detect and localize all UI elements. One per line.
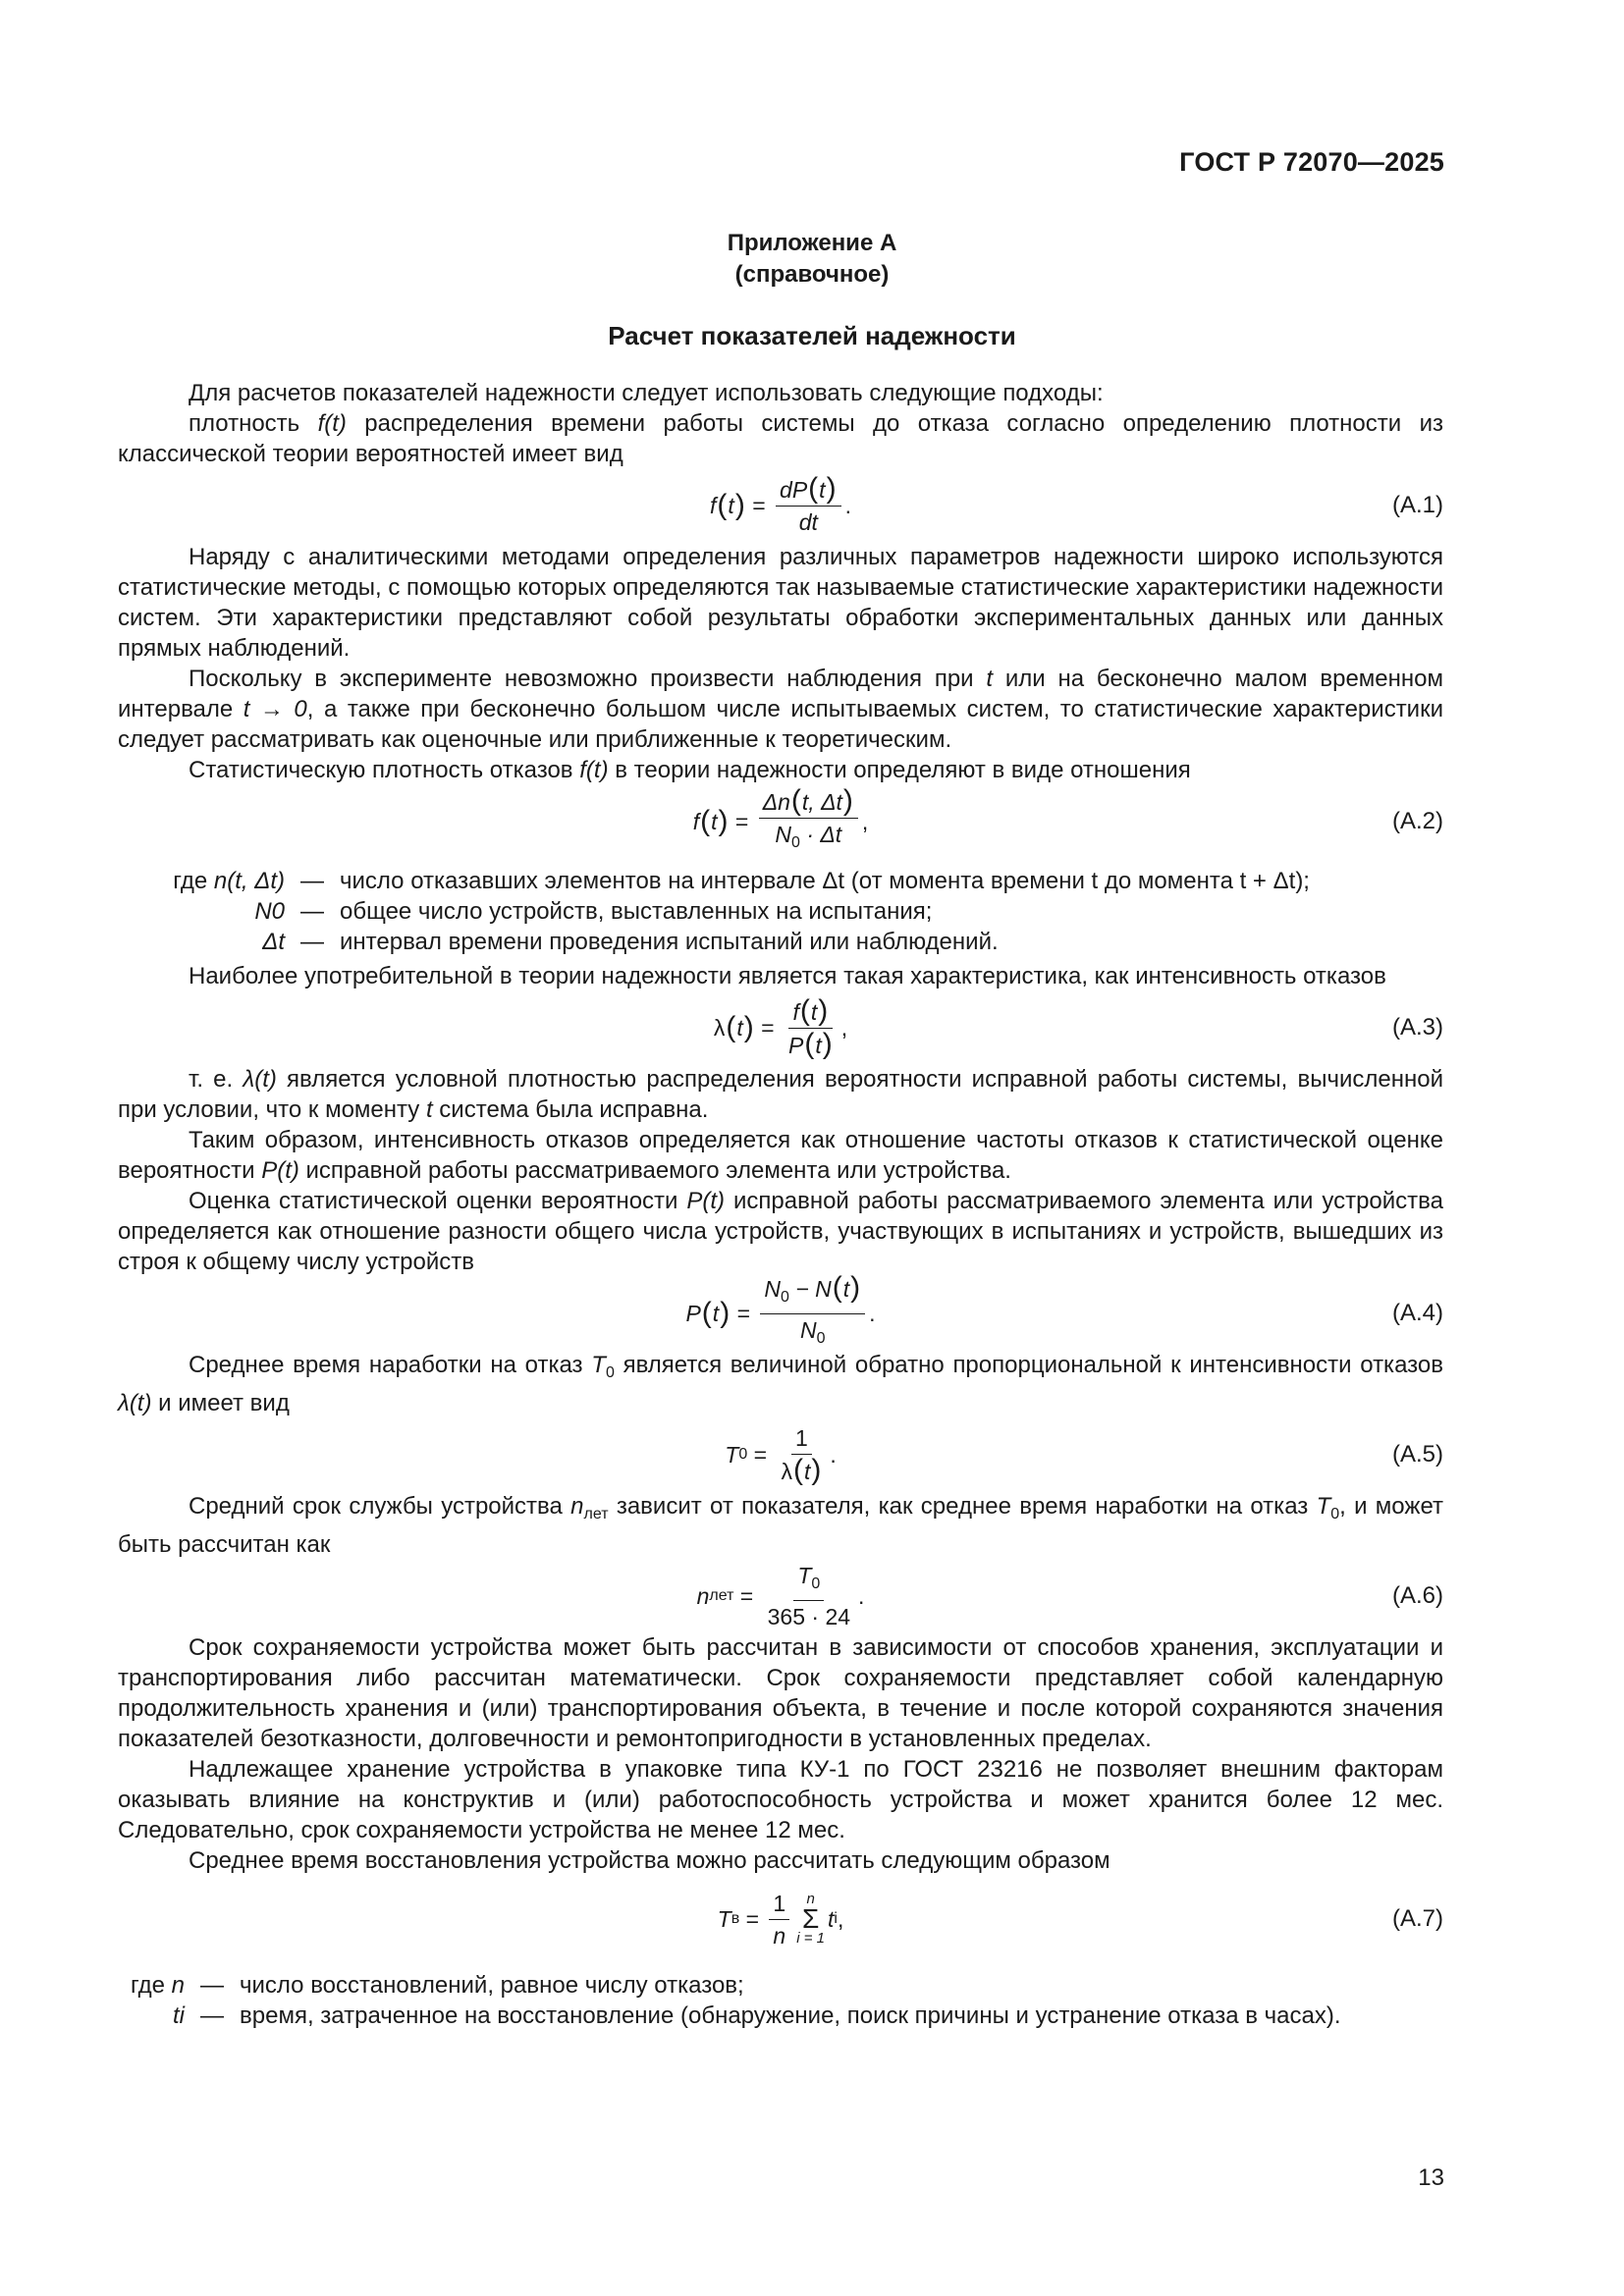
equation-number: (A.1) [1391, 492, 1443, 518]
paragraph: Надлежащее хранение устройства в упаковке типа КУ-1 по ГОСТ 23216 не позволяет внешним факторам оказывать влияние на конструктив и (или) работоспособность устройства и может хранится более 12 мес. Следовательно, срок сохраняемости устройства не менее 12 мес. [118, 1756, 1443, 1843]
paragraph: т. е. λ(t) является условной плотностью распределения вероятности исправной работы системы, вычисленной при условии, что к моменту t система была исправна. [118, 1066, 1443, 1123]
paragraph: Средний срок службы устройства $n_{лет}$ зависит от показателя, как среднее время наработки на отказ $T_0$, и может быть рассчитан как [118, 1493, 1443, 1558]
paragraph: Среднее время восстановления устройства можно рассчитать следующим образом [189, 1847, 1110, 1874]
paragraph: Наиболее употребительной в теории надежности является такая характеристика, как интенсивность отказов [189, 963, 1386, 989]
equation-number: (A.5) [1391, 1441, 1443, 1468]
formula-a5: T 0 = $\frac{1}{\lambda(t)}$ . (A.5) [725, 1425, 1443, 1486]
appendix-label: Приложение А [727, 230, 897, 256]
formula-a1: f ( t ) = $\frac{dP(t)}{dt}$ . (A.1) [710, 472, 1443, 535]
formula-a4: P ( t ) = $\frac{N_0 - N(t)}{N_0}$ . (A.4) [685, 1271, 1443, 1347]
paragraph: Поскольку в эксперименте невозможно произвести наблюдения при t или на бесконечно малом временном интервале t → 0, а также при бесконечно большом числе испытываемых систем, то статистические характеристики следует рассматривать как оценочные или приближенные к теоретическим. [118, 666, 1443, 753]
paragraph: Срок сохраняемости устройства может быть рассчитан в зависимости от способов хранения, эксплуатации и транспортирования либо рассчитан математически. Срок сохраняемости представляет собой календарную продолжительность хранения и (или) транспортирования объекта, в течение и после которой сохраняются значения показателей безотказности, долговечности и ремонтопригодности в установленных пределах. [118, 1634, 1443, 1752]
standard-header: ГОСТ Р 72070—2025 [1179, 147, 1444, 177]
equation-number: (A.6) [1391, 1582, 1443, 1609]
sum-operator: n Σ i = 1 [796, 1891, 825, 1947]
paragraph: Для расчетов показателей надежности следует использовать следующие подходы: [189, 380, 1104, 406]
formula-a3: λ ( t ) = $\frac{f(t)}{P(t)}$ , (A.3) [713, 993, 1443, 1060]
equation-number: (A.3) [1391, 1014, 1443, 1041]
paragraph: Среднее время наработки на отказ $T_0$ является величиной обратно пропорциональной к интенсивности отказов λ(t) и имеет вид [118, 1352, 1443, 1416]
definitions-list-1 [118, 866, 1443, 957]
definition-row: N0 — общее число устройств, выставленных на испытания; [254, 898, 933, 925]
equation-number: (A.4) [1391, 1300, 1443, 1326]
definition-row: где n — число восстановлений, равное числу отказов; [130, 1972, 744, 1999]
appendix-heading [0, 228, 1624, 291]
formula-a6: n лет = $\frac{T_0}{365 \cdot 24}$ . (A.6) [696, 1563, 1443, 1629]
paragraph: Оценка статистической оценки вероятности P(t) исправной работы рассматриваемого элемента или устройства определяется как отношение разности общего числа устройств, участвующих в испытаниях и устройств, вышедших из строя к общему числу устройств [118, 1188, 1443, 1275]
appendix-type: (справочное) [734, 261, 890, 288]
formula-a2: f ( t ) = $\frac{\Delta n(t, \Delta t)}{N_0 \cdot \Delta t}$ , (A.2) [692, 783, 1443, 851]
equation-number: (A.7) [1391, 1905, 1443, 1932]
appendix-title: Расчет показателей надежности [608, 321, 1016, 350]
paragraph: Наряду с аналитическими методами определения различных параметров надежности широко используются статистические методы, с помощью которых определяются так называемые статистические характеристики надежности систем. Эти характеристики представляют собой результаты обработки экспериментальных данных или данных прямых наблюдений. [118, 544, 1443, 662]
definition-row: ti — время, затраченное на восстановление (обнаружение, поиск причины и устранение отказа в часах). [173, 2002, 1341, 2029]
definitions-list-2 [118, 1970, 1443, 2031]
paragraph: Статистическую плотность отказов f(t) в теории надежности определяют в виде отношения [189, 757, 1191, 783]
paragraph: плотность f(t) распределения времени работы системы до отказа согласно определению плотности из классической теории вероятностей имеет вид [118, 410, 1443, 467]
document-body [118, 378, 1443, 2035]
formula-a7: T в = $\frac{1}{n}$ n Σ i = 1 t i , (A.7) [717, 1890, 1443, 1949]
equation-number: (A.2) [1391, 808, 1443, 834]
paragraph: Таким образом, интенсивность отказов определяется как отношение частоты отказов к статистической оценке вероятности P(t) исправной работы рассматриваемого элемента или устройства. [118, 1127, 1443, 1184]
definition-row: где n(t, Δt) — число отказавших элементов на интервале Δt (от момента времени t до момента t + Δt); [173, 868, 1310, 894]
page-number: 13 [1418, 2164, 1444, 2191]
definition-row: Δt — интервал времени проведения испытаний или наблюдений. [262, 929, 999, 955]
